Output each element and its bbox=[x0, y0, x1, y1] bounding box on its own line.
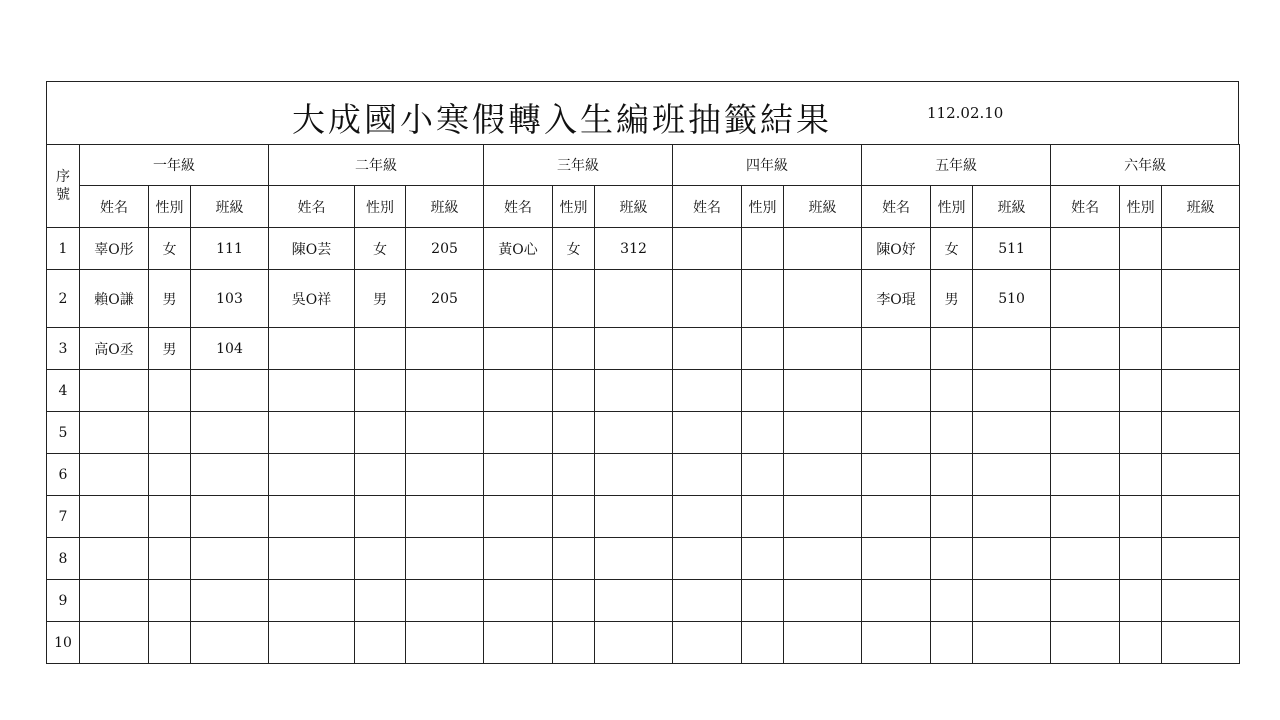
cell-name bbox=[673, 580, 742, 622]
cell-name bbox=[673, 328, 742, 370]
cell-name bbox=[269, 622, 355, 664]
column-header-class: 班級 bbox=[784, 186, 862, 228]
cell-gender bbox=[553, 622, 595, 664]
grade-header: 二年級 bbox=[269, 145, 484, 186]
table-row bbox=[47, 454, 1240, 496]
cell-class bbox=[406, 328, 484, 370]
column-header-name: 姓名 bbox=[484, 186, 553, 228]
cell-class bbox=[973, 370, 1051, 412]
cell-class bbox=[406, 580, 484, 622]
cell-name bbox=[80, 496, 149, 538]
cell-class bbox=[595, 454, 673, 496]
cell-gender bbox=[553, 412, 595, 454]
cell-name bbox=[1051, 270, 1120, 328]
cell-name bbox=[484, 412, 553, 454]
cell-gender bbox=[1120, 580, 1162, 622]
cell-class bbox=[784, 328, 862, 370]
cell-class bbox=[191, 622, 269, 664]
table-row bbox=[47, 228, 1240, 270]
cell-gender bbox=[742, 538, 784, 580]
cell-class bbox=[406, 370, 484, 412]
cell-name bbox=[862, 370, 931, 412]
cell-class: 103 bbox=[191, 270, 269, 328]
cell-gender: 男 bbox=[355, 270, 406, 328]
cell-name bbox=[484, 622, 553, 664]
cell-gender bbox=[149, 538, 191, 580]
cell-name bbox=[862, 412, 931, 454]
column-header-gender: 性別 bbox=[1120, 186, 1162, 228]
cell-gender bbox=[553, 580, 595, 622]
seq-cell: 6 bbox=[47, 454, 80, 496]
cell-class bbox=[1162, 370, 1240, 412]
cell-class bbox=[406, 622, 484, 664]
cell-class bbox=[595, 538, 673, 580]
cell-class bbox=[784, 580, 862, 622]
cell-gender bbox=[742, 622, 784, 664]
cell-name bbox=[1051, 580, 1120, 622]
table-row bbox=[47, 580, 1240, 622]
cell-gender bbox=[931, 412, 973, 454]
cell-name bbox=[484, 270, 553, 328]
column-header-class: 班級 bbox=[406, 186, 484, 228]
cell-name bbox=[484, 538, 553, 580]
cell-gender bbox=[553, 370, 595, 412]
cell-class bbox=[595, 622, 673, 664]
cell-name bbox=[1051, 496, 1120, 538]
cell-class bbox=[1162, 270, 1240, 328]
column-header-name: 姓名 bbox=[862, 186, 931, 228]
cell-gender: 女 bbox=[931, 228, 973, 270]
column-header-gender: 性別 bbox=[742, 186, 784, 228]
cell-name: 陳O妤 bbox=[862, 228, 931, 270]
cell-name bbox=[862, 580, 931, 622]
cell-name bbox=[80, 622, 149, 664]
cell-class bbox=[191, 538, 269, 580]
cell-class bbox=[191, 496, 269, 538]
column-header-name: 姓名 bbox=[269, 186, 355, 228]
column-header-gender: 性別 bbox=[931, 186, 973, 228]
cell-class bbox=[406, 454, 484, 496]
cell-class bbox=[973, 580, 1051, 622]
cell-gender bbox=[149, 370, 191, 412]
cell-class bbox=[1162, 412, 1240, 454]
table-row bbox=[47, 270, 1240, 328]
cell-gender bbox=[355, 580, 406, 622]
cell-class bbox=[973, 496, 1051, 538]
cell-class bbox=[784, 412, 862, 454]
cell-name bbox=[1051, 454, 1120, 496]
cell-gender bbox=[742, 228, 784, 270]
cell-gender: 男 bbox=[149, 270, 191, 328]
cell-name bbox=[484, 328, 553, 370]
cell-gender bbox=[1120, 328, 1162, 370]
cell-gender bbox=[553, 538, 595, 580]
cell-name: 黃O心 bbox=[484, 228, 553, 270]
cell-class bbox=[973, 622, 1051, 664]
cell-class bbox=[973, 328, 1051, 370]
cell-name bbox=[1051, 228, 1120, 270]
cell-gender bbox=[553, 270, 595, 328]
cell-name bbox=[484, 370, 553, 412]
cell-class bbox=[1162, 228, 1240, 270]
cell-gender bbox=[742, 496, 784, 538]
grade-header: 四年級 bbox=[673, 145, 862, 186]
page-title: 大成國小寒假轉入生編班抽籤結果 bbox=[292, 100, 832, 139]
cell-gender bbox=[931, 622, 973, 664]
cell-name: 辜O彤 bbox=[80, 228, 149, 270]
column-header-name: 姓名 bbox=[673, 186, 742, 228]
cell-name bbox=[862, 454, 931, 496]
cell-gender bbox=[355, 538, 406, 580]
cell-gender bbox=[1120, 454, 1162, 496]
cell-class bbox=[784, 454, 862, 496]
cell-name: 賴O謙 bbox=[80, 270, 149, 328]
cell-name bbox=[269, 496, 355, 538]
cell-name bbox=[673, 496, 742, 538]
cell-gender bbox=[931, 454, 973, 496]
cell-gender bbox=[742, 370, 784, 412]
cell-gender bbox=[931, 370, 973, 412]
cell-name bbox=[1051, 370, 1120, 412]
grade-header: 三年級 bbox=[484, 145, 673, 186]
cell-gender bbox=[553, 328, 595, 370]
cell-class: 111 bbox=[191, 228, 269, 270]
cell-class: 510 bbox=[973, 270, 1051, 328]
cell-gender bbox=[1120, 270, 1162, 328]
document-date: 112.02.10 bbox=[927, 104, 1004, 122]
cell-gender bbox=[742, 580, 784, 622]
cell-class bbox=[1162, 496, 1240, 538]
cell-gender bbox=[1120, 412, 1162, 454]
cell-class bbox=[973, 538, 1051, 580]
cell-gender: 女 bbox=[553, 228, 595, 270]
cell-name bbox=[269, 580, 355, 622]
table-row bbox=[47, 370, 1240, 412]
cell-name bbox=[269, 412, 355, 454]
cell-gender bbox=[931, 580, 973, 622]
cell-name bbox=[673, 622, 742, 664]
cell-name bbox=[484, 496, 553, 538]
document-sheet bbox=[46, 81, 1239, 664]
column-header-name: 姓名 bbox=[80, 186, 149, 228]
cell-name bbox=[673, 370, 742, 412]
cell-gender: 女 bbox=[149, 228, 191, 270]
cell-name bbox=[269, 370, 355, 412]
cell-name bbox=[1051, 328, 1120, 370]
cell-gender bbox=[1120, 370, 1162, 412]
cell-name bbox=[862, 622, 931, 664]
cell-gender bbox=[149, 496, 191, 538]
seq-cell: 4 bbox=[47, 370, 80, 412]
cell-name bbox=[673, 538, 742, 580]
cell-class bbox=[784, 370, 862, 412]
cell-name bbox=[1051, 412, 1120, 454]
cell-gender bbox=[355, 454, 406, 496]
cell-class bbox=[191, 580, 269, 622]
cell-gender bbox=[742, 412, 784, 454]
cell-name bbox=[1051, 538, 1120, 580]
cell-gender bbox=[149, 622, 191, 664]
cell-name bbox=[269, 538, 355, 580]
seq-cell: 8 bbox=[47, 538, 80, 580]
cell-name bbox=[1051, 622, 1120, 664]
cell-class bbox=[406, 412, 484, 454]
cell-class bbox=[191, 412, 269, 454]
cell-name bbox=[673, 270, 742, 328]
cell-class: 205 bbox=[406, 270, 484, 328]
cell-gender bbox=[1120, 538, 1162, 580]
column-header-class: 班級 bbox=[191, 186, 269, 228]
cell-name bbox=[862, 538, 931, 580]
cell-class bbox=[784, 538, 862, 580]
cell-gender bbox=[355, 412, 406, 454]
cell-class bbox=[1162, 538, 1240, 580]
cell-name bbox=[269, 328, 355, 370]
cell-gender bbox=[931, 538, 973, 580]
cell-class bbox=[191, 370, 269, 412]
cell-gender bbox=[1120, 228, 1162, 270]
cell-class bbox=[595, 496, 673, 538]
cell-gender bbox=[1120, 496, 1162, 538]
cell-class bbox=[973, 412, 1051, 454]
seq-cell: 5 bbox=[47, 412, 80, 454]
cell-name: 陳O芸 bbox=[269, 228, 355, 270]
seq-cell: 7 bbox=[47, 496, 80, 538]
cell-gender bbox=[355, 328, 406, 370]
cell-class bbox=[191, 454, 269, 496]
cell-name bbox=[80, 454, 149, 496]
seq-cell: 9 bbox=[47, 580, 80, 622]
column-header-name: 姓名 bbox=[1051, 186, 1120, 228]
cell-class bbox=[784, 228, 862, 270]
title-row bbox=[46, 81, 1239, 144]
cell-class bbox=[595, 412, 673, 454]
cell-gender bbox=[149, 580, 191, 622]
cell-gender bbox=[355, 496, 406, 538]
column-header-class: 班級 bbox=[1162, 186, 1240, 228]
cell-class bbox=[595, 328, 673, 370]
cell-name bbox=[269, 454, 355, 496]
column-header-gender: 性別 bbox=[355, 186, 406, 228]
cell-gender: 男 bbox=[149, 328, 191, 370]
cell-class bbox=[784, 622, 862, 664]
cell-class: 104 bbox=[191, 328, 269, 370]
cell-name bbox=[80, 538, 149, 580]
cell-gender: 男 bbox=[931, 270, 973, 328]
cell-name: 高O丞 bbox=[80, 328, 149, 370]
cell-name bbox=[673, 454, 742, 496]
cell-class bbox=[595, 370, 673, 412]
cell-gender bbox=[355, 622, 406, 664]
cell-class bbox=[1162, 328, 1240, 370]
cell-class: 312 bbox=[595, 228, 673, 270]
cell-name bbox=[484, 454, 553, 496]
sub-header-row bbox=[47, 186, 1240, 228]
cell-gender bbox=[149, 412, 191, 454]
cell-gender bbox=[742, 328, 784, 370]
cell-class bbox=[406, 496, 484, 538]
results-table bbox=[46, 144, 1240, 664]
cell-name: 吳O祥 bbox=[269, 270, 355, 328]
seq-cell: 1 bbox=[47, 228, 80, 270]
column-header-gender: 性別 bbox=[149, 186, 191, 228]
cell-class bbox=[406, 538, 484, 580]
column-header-class: 班級 bbox=[973, 186, 1051, 228]
cell-gender bbox=[931, 496, 973, 538]
column-header-gender: 性別 bbox=[553, 186, 595, 228]
cell-class bbox=[973, 454, 1051, 496]
cell-class bbox=[1162, 454, 1240, 496]
cell-gender bbox=[931, 328, 973, 370]
cell-class bbox=[784, 270, 862, 328]
cell-name bbox=[673, 228, 742, 270]
table-row bbox=[47, 328, 1240, 370]
grade-header: 六年級 bbox=[1051, 145, 1240, 186]
cell-gender bbox=[553, 454, 595, 496]
cell-class bbox=[595, 270, 673, 328]
cell-class: 205 bbox=[406, 228, 484, 270]
cell-class bbox=[784, 496, 862, 538]
cell-name bbox=[862, 496, 931, 538]
seq-cell: 2 bbox=[47, 270, 80, 328]
cell-gender bbox=[742, 454, 784, 496]
cell-class bbox=[1162, 580, 1240, 622]
cell-gender: 女 bbox=[355, 228, 406, 270]
cell-class bbox=[595, 580, 673, 622]
cell-name: 李O琨 bbox=[862, 270, 931, 328]
seq-header: 序號 bbox=[47, 145, 80, 228]
cell-gender bbox=[1120, 622, 1162, 664]
grade-header-row bbox=[47, 145, 1240, 186]
cell-name bbox=[80, 370, 149, 412]
cell-class bbox=[1162, 622, 1240, 664]
cell-class: 511 bbox=[973, 228, 1051, 270]
cell-name bbox=[80, 580, 149, 622]
cell-name bbox=[673, 412, 742, 454]
column-header-class: 班級 bbox=[595, 186, 673, 228]
grade-header: 五年級 bbox=[862, 145, 1051, 186]
table-row bbox=[47, 538, 1240, 580]
table-row bbox=[47, 622, 1240, 664]
seq-cell: 10 bbox=[47, 622, 80, 664]
grade-header: 一年級 bbox=[80, 145, 269, 186]
cell-gender bbox=[149, 454, 191, 496]
cell-name bbox=[862, 328, 931, 370]
cell-gender bbox=[355, 370, 406, 412]
table-row bbox=[47, 496, 1240, 538]
cell-gender bbox=[553, 496, 595, 538]
cell-name bbox=[80, 412, 149, 454]
cell-name bbox=[484, 580, 553, 622]
seq-cell: 3 bbox=[47, 328, 80, 370]
table-row bbox=[47, 412, 1240, 454]
table-body bbox=[47, 228, 1240, 664]
cell-gender bbox=[742, 270, 784, 328]
